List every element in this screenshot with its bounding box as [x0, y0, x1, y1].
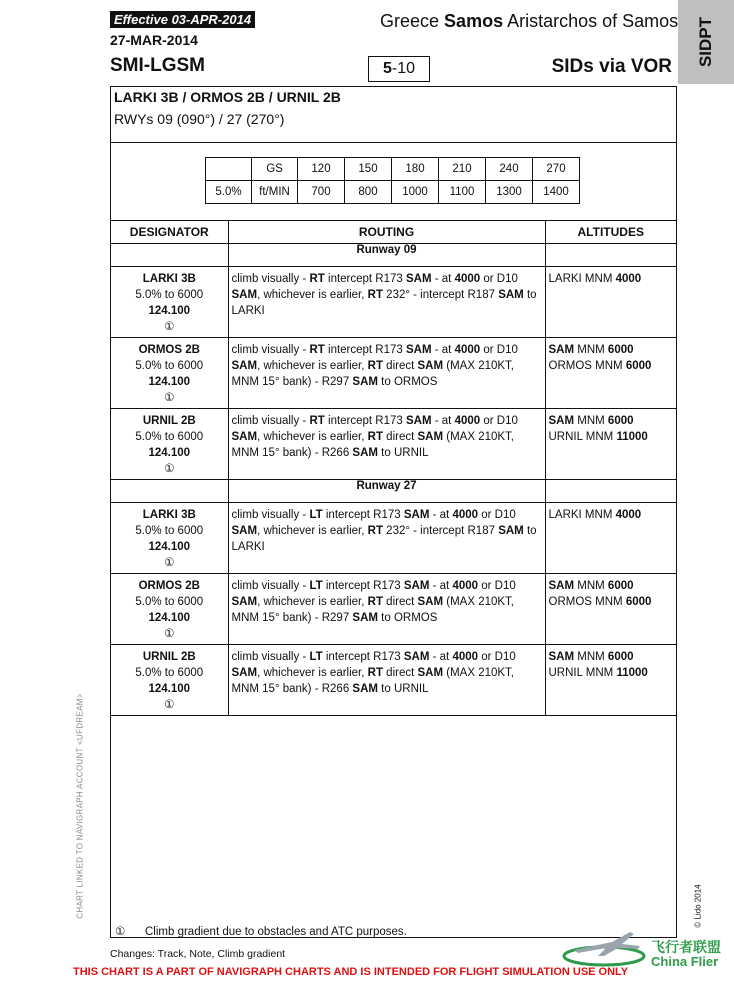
footnote-text: Climb gradient due to obstacles and ATC purposes.: [145, 926, 407, 938]
frequency: 124.100: [148, 612, 191, 624]
routing-text: SAM: [403, 509, 430, 521]
runway-27-row: [111, 480, 676, 503]
altitude-text: 6000: [625, 596, 652, 608]
routing-text: to ORMOS: [377, 376, 438, 388]
designator-name: LARKI 3B: [142, 509, 196, 521]
altitude-text: 11000: [616, 667, 648, 679]
runways-line: RWYs 09 (090°) / 27 (270°): [114, 111, 285, 127]
airplane-icon: [574, 932, 640, 956]
frequency: 124.100: [148, 683, 191, 695]
altitude-text: LARKI MNM: [548, 509, 616, 521]
altitudes-cell: [545, 645, 676, 716]
chart-id: SMI-LGSM: [110, 55, 205, 76]
routing-text: LT: [309, 509, 323, 521]
altitude-text: MNM: [574, 344, 608, 356]
routing-text: SAM: [231, 667, 258, 679]
note-marker: ①: [164, 463, 175, 475]
routing-text: 4000: [454, 415, 481, 427]
routing-text: to URNIL: [377, 447, 429, 459]
altitude-text: ORMOS MNM: [548, 360, 626, 372]
designator-cell: [111, 338, 228, 409]
climb-gradient: 5.0% to 6000: [135, 667, 204, 679]
designator-cell: [111, 409, 228, 480]
table-row: [111, 503, 676, 574]
column-header-routing: ROUTING: [228, 221, 545, 244]
routing-text: RT: [309, 273, 325, 285]
routing-text: intercept R173: [324, 273, 406, 285]
routing-text: intercept R173: [322, 509, 404, 521]
rate-cell: 700: [298, 181, 345, 204]
altitude-text: URNIL MNM: [548, 667, 617, 679]
altitude-text: SAM: [548, 580, 575, 592]
altitude-text: 6000: [607, 651, 634, 663]
routing-text: - at: [429, 580, 453, 592]
table-row: [111, 409, 676, 480]
rate-cell: 270: [533, 158, 580, 181]
rate-cell: 150: [345, 158, 392, 181]
city: Samos: [444, 11, 504, 31]
routing-text: , whichever is earlier,: [257, 360, 368, 372]
routing-text: RT: [367, 360, 383, 372]
table-row: [111, 645, 676, 716]
altitude-text: MNM: [574, 651, 608, 663]
page-number-prefix: 5: [382, 60, 392, 77]
routing-text: , whichever is earlier,: [257, 525, 368, 537]
altitude-constraint: [549, 358, 674, 374]
routing-text: , whichever is earlier,: [257, 596, 368, 608]
note-marker: ①: [164, 557, 175, 569]
routing-text: SAM: [231, 289, 258, 301]
routing-cell: [228, 338, 545, 409]
routing-text: (MAX 210KT, MNM 15° bank) - R266: [231, 667, 515, 695]
footnote-symbol: ①: [115, 926, 126, 938]
rate-cell: GS: [252, 158, 298, 181]
routing-text: SAM: [406, 273, 432, 285]
rate-cell: 210: [439, 158, 486, 181]
page-number: [368, 56, 430, 82]
routing-text: LT: [309, 580, 323, 592]
routing-text: - at: [429, 509, 453, 521]
climb-gradient: 5.0% to 6000: [135, 289, 204, 301]
simulation-disclaimer: THIS CHART IS A PART OF NAVIGRAPH CHARTS AND IS INTENDED FOR FLIGHT SIMULATION USE ONLY: [73, 966, 629, 978]
routing-text: RT: [309, 344, 325, 356]
copyright-note: © Lido 2014: [693, 884, 703, 928]
note-marker: ①: [164, 699, 175, 711]
altitude-text: 4000: [615, 509, 642, 521]
routing-text: climb visually -: [231, 415, 310, 427]
altitude-text: SAM: [548, 344, 575, 356]
altitude-constraint: [549, 342, 674, 358]
routing-text: - at: [431, 415, 455, 427]
routing-text: 232° - intercept R187: [382, 289, 499, 301]
routing-text: (MAX 210KT, MNM 15° bank) - R266: [231, 431, 515, 459]
routing-text: or D10: [478, 651, 516, 663]
routing-text: RT: [367, 289, 383, 301]
routing-text: SAM: [417, 360, 444, 372]
rate-cell: 800: [345, 181, 392, 204]
routing-text: direct: [382, 431, 418, 443]
climb-gradient: 5.0% to 6000: [135, 525, 204, 537]
title-divider: [111, 142, 676, 143]
routing-text: climb visually -: [231, 509, 310, 521]
routing-text: SAM: [352, 447, 378, 459]
rate-cell: 180: [392, 158, 439, 181]
rate-cell: ft/MIN: [252, 181, 298, 204]
climb-gradient: 5.0% to 6000: [135, 596, 204, 608]
routing-text: to URNIL: [377, 683, 429, 695]
rate-cell: 1400: [533, 181, 580, 204]
routing-text: , whichever is earlier,: [257, 431, 368, 443]
section-tab-label: SIDPT: [696, 16, 715, 68]
altitude-text: SAM: [548, 415, 575, 427]
routing-text: climb visually -: [231, 651, 310, 663]
table-header-row: [111, 221, 676, 244]
routing-text: SAM: [231, 525, 258, 537]
altitudes-cell: [545, 338, 676, 409]
runway-27-label: Runway 27: [228, 480, 545, 503]
routing-text: RT: [367, 431, 383, 443]
altitude-text: 6000: [607, 344, 634, 356]
routing-text: intercept R173: [322, 580, 404, 592]
routing-text: SAM: [231, 596, 258, 608]
routing-text: 4000: [454, 344, 481, 356]
routing-text: climb visually -: [231, 273, 310, 285]
altitudes-cell: [545, 503, 676, 574]
table-row: [111, 574, 676, 645]
watermark-english: China Flier: [651, 954, 719, 969]
routing-text: or D10: [478, 509, 516, 521]
issue-date: 27-MAR-2014: [110, 32, 198, 48]
routing-text: SAM: [498, 525, 524, 537]
note-marker: ①: [164, 628, 175, 640]
climb-gradient: 5.0% to 6000: [135, 360, 204, 372]
routing-text: SAM: [498, 289, 524, 301]
altitude-constraint: [549, 429, 674, 445]
altitude-constraint: [549, 413, 674, 429]
routing-text: - at: [431, 344, 455, 356]
table-row: [111, 267, 676, 338]
routing-text: or D10: [480, 415, 518, 427]
table-row: [111, 338, 676, 409]
sid-table: [111, 220, 676, 716]
climb-rate-table: [205, 157, 580, 204]
routing-text: (MAX 210KT, MNM 15° bank) - R297: [231, 360, 515, 388]
routing-text: SAM: [406, 415, 432, 427]
routing-text: RT: [367, 525, 383, 537]
routing-text: intercept R173: [324, 344, 406, 356]
altitude-text: URNIL MNM: [548, 431, 617, 443]
routing-text: SAM: [231, 360, 258, 372]
rate-row-gs: [206, 158, 580, 181]
altitude-constraint: [549, 665, 674, 681]
altitudes-cell: [545, 267, 676, 338]
frequency: 124.100: [148, 447, 191, 459]
designator-cell: [111, 645, 228, 716]
altitudes-cell: [545, 409, 676, 480]
routing-text: RT: [367, 596, 383, 608]
routing-text: or D10: [480, 344, 518, 356]
procedure-title: LARKI 3B / ORMOS 2B / URNIL 2B: [114, 89, 341, 105]
footnote: [115, 924, 407, 938]
account-link-note: CHART LINKED TO NAVIGRAPH ACCOUNT <UFDREAM>: [75, 693, 85, 919]
routing-text: SAM: [417, 667, 444, 679]
designator-name: ORMOS 2B: [138, 344, 200, 356]
rate-cell: 1300: [486, 181, 533, 204]
routing-text: SAM: [352, 683, 378, 695]
routing-cell: [228, 267, 545, 338]
routing-text: - at: [429, 651, 453, 663]
frequency: 124.100: [148, 376, 191, 388]
altitude-constraint: [549, 507, 674, 523]
routing-text: intercept R173: [322, 651, 404, 663]
altitude-text: MNM: [574, 580, 608, 592]
altitude-text: 11000: [616, 431, 648, 443]
routing-text: direct: [382, 596, 418, 608]
designator-name: ORMOS 2B: [138, 580, 200, 592]
note-marker: ①: [164, 392, 175, 404]
airport-location: [380, 11, 678, 32]
designator-name: LARKI 3B: [142, 273, 196, 285]
rate-cell: 1000: [392, 181, 439, 204]
routing-text: or D10: [478, 580, 516, 592]
altitude-text: LARKI MNM: [548, 273, 616, 285]
altitude-constraint: [549, 649, 674, 665]
routing-text: to LARKI: [231, 289, 537, 317]
routing-text: or D10: [480, 273, 518, 285]
routing-text: 4000: [452, 580, 479, 592]
column-header-altitudes: ALTITUDES: [545, 221, 676, 244]
routing-text: direct: [382, 360, 418, 372]
airport-name: Aristarchos of Samos: [507, 11, 679, 31]
page-number-suffix: -10: [391, 60, 416, 77]
routing-text: , whichever is earlier,: [257, 667, 368, 679]
routing-text: (MAX 210KT, MNM 15° bank) - R297: [231, 596, 515, 624]
routing-text: to LARKI: [231, 525, 537, 553]
routing-text: 4000: [452, 509, 479, 521]
designator-name: URNIL 2B: [142, 415, 196, 427]
rate-cell: [206, 158, 252, 181]
altitude-constraint: [549, 594, 674, 610]
designator-cell: [111, 574, 228, 645]
designator-name: URNIL 2B: [142, 651, 196, 663]
altitude-text: 4000: [615, 273, 642, 285]
column-header-designator: DESIGNATOR: [111, 221, 228, 244]
procedure-frame: [110, 86, 677, 938]
routing-cell: [228, 645, 545, 716]
watermark-chinese: 飞行者联盟: [651, 939, 721, 955]
routing-text: climb visually -: [231, 344, 310, 356]
altitude-text: ORMOS MNM: [548, 596, 626, 608]
routing-cell: [228, 503, 545, 574]
routing-text: SAM: [417, 596, 444, 608]
altitude-text: 6000: [625, 360, 652, 372]
routing-text: RT: [309, 415, 325, 427]
country: Greece: [380, 11, 440, 31]
note-marker: ①: [164, 321, 175, 333]
altitudes-cell: [545, 574, 676, 645]
rate-cell: 120: [298, 158, 345, 181]
designator-cell: [111, 267, 228, 338]
effective-date-label: Effective 03-APR-2014: [110, 11, 255, 28]
rate-cell: 1100: [439, 181, 486, 204]
routing-cell: [228, 409, 545, 480]
routing-text: 4000: [454, 273, 481, 285]
routing-text: SAM: [406, 344, 432, 356]
routing-text: , whichever is earlier,: [257, 289, 368, 301]
altitude-text: 6000: [607, 415, 634, 427]
routing-text: 4000: [452, 651, 479, 663]
routing-text: climb visually -: [231, 580, 310, 592]
routing-text: to ORMOS: [377, 612, 438, 624]
altitude-text: 6000: [607, 580, 634, 592]
altitude-constraint: [549, 578, 674, 594]
routing-text: SAM: [403, 651, 430, 663]
altitude-text: MNM: [574, 415, 608, 427]
changes-note: Changes: Track, Note, Climb gradient: [110, 948, 286, 960]
routing-text: RT: [367, 667, 383, 679]
routing-text: LT: [309, 651, 323, 663]
routing-text: 232° - intercept R187: [382, 525, 499, 537]
routing-text: SAM: [352, 612, 378, 624]
routing-text: SAM: [417, 431, 444, 443]
chart-title: SIDs via VOR: [551, 56, 672, 77]
climb-gradient: 5.0% to 6000: [135, 431, 204, 443]
routing-text: SAM: [231, 431, 258, 443]
routing-text: intercept R173: [324, 415, 406, 427]
runway-09-row: [111, 244, 676, 267]
rate-cell: 5.0%: [206, 181, 252, 204]
rate-cell: 240: [486, 158, 533, 181]
routing-text: SAM: [403, 580, 430, 592]
rate-row-fpm: [206, 181, 580, 204]
designator-cell: [111, 503, 228, 574]
routing-text: SAM: [352, 376, 378, 388]
altitude-text: SAM: [548, 651, 575, 663]
frequency: 124.100: [148, 541, 191, 553]
runway-09-label: Runway 09: [228, 244, 545, 267]
routing-cell: [228, 574, 545, 645]
altitude-constraint: [549, 271, 674, 287]
frequency: 124.100: [148, 305, 191, 317]
section-tab: [678, 0, 734, 84]
routing-text: - at: [431, 273, 455, 285]
routing-text: direct: [382, 667, 418, 679]
